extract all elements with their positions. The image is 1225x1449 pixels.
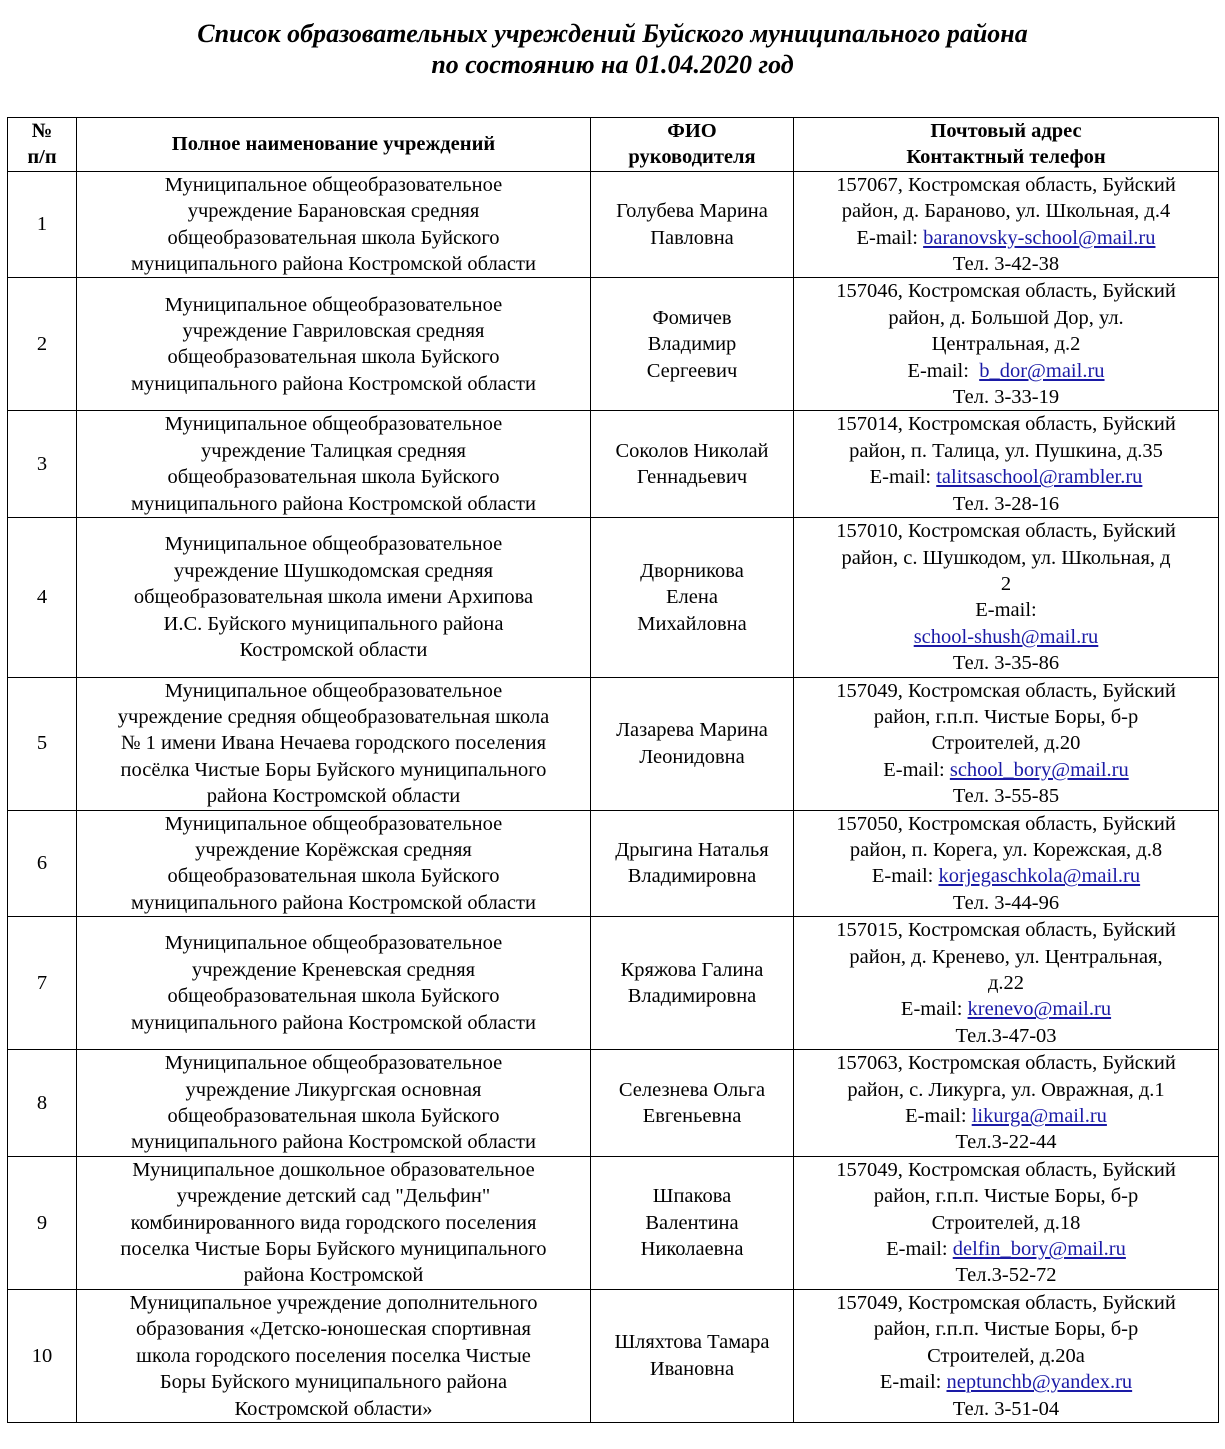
director-cell (591, 171, 794, 278)
institution-name-line: муниципального района Костромской области (131, 891, 536, 914)
institution-name-line: муниципального района Костромской области (131, 253, 536, 276)
director-name-line: Леонидовна (639, 745, 745, 768)
address-cell (794, 278, 1219, 411)
table-row (8, 1289, 1219, 1422)
institution-name-line: Муниципальное общеобразовательное (164, 533, 503, 556)
institution-name-cell (77, 411, 591, 518)
institution-name-line: учреждение Талицкая средняя (201, 439, 466, 462)
row-number-cell (8, 810, 77, 917)
email-line (798, 1236, 1214, 1262)
address-line: 157067, Костромская область, Буйский (836, 173, 1176, 196)
institution-name-line: района Костромской области (206, 785, 461, 808)
table-row (8, 810, 1219, 917)
row-number-cell (8, 518, 77, 677)
director-name-line: Соколов Николай (615, 439, 769, 462)
table-row (8, 171, 1219, 278)
email-link[interactable]: likurga@mail.ru (971, 1105, 1107, 1128)
email-link[interactable]: neptunchb@yandex.ru (946, 1371, 1133, 1394)
institution-name-line: Муниципальное дошкольное образовательное (132, 1158, 535, 1181)
director-name-line: Шпакова (652, 1185, 732, 1208)
email-link[interactable]: baranovsky-school@mail.ru (923, 226, 1156, 249)
address-line: район, д. Кренево, ул. Центральная, (849, 945, 1163, 968)
title-line-1: Список образовательных учреждений Буйского муниципального района (197, 19, 1028, 48)
row-number: 9 (36, 1211, 48, 1234)
director-name-line: Владимировна (627, 985, 757, 1008)
table-row (8, 917, 1219, 1050)
director-name-line: Геннадьевич (636, 466, 748, 489)
address-line: 157049, Костромская область, Буйский (836, 1158, 1176, 1181)
address-cell (794, 1050, 1219, 1157)
phone-line: Тел. 3-28-16 (952, 492, 1060, 515)
address-line: д.22 (987, 972, 1025, 994)
address-line: 157063, Костромская область, Буйский (836, 1052, 1176, 1075)
email-label: E-mail: (871, 865, 939, 888)
director-name-line: Шляхтова Тамара (614, 1331, 770, 1354)
institution-name-line: И.С. Буйского муниципального района (163, 612, 504, 635)
institution-name-cell (77, 518, 591, 677)
header-number-line: № (31, 120, 53, 142)
row-number: 5 (36, 732, 48, 755)
header-address (794, 118, 1219, 172)
email-label: E-mail: (886, 1238, 953, 1261)
institution-name-line: Муниципальное общеобразовательное (164, 679, 503, 702)
institution-name-cell (77, 917, 591, 1050)
institution-name-line: общеобразовательная школа Буйского (167, 466, 500, 489)
phone-line: Тел. 3-33-19 (952, 386, 1060, 409)
email-line (798, 996, 1214, 1022)
row-number-cell (8, 171, 77, 278)
director-name-line: Фомичев (652, 306, 732, 329)
email-line (798, 863, 1214, 889)
director-name-line: Валентина (645, 1211, 739, 1234)
institution-name-line: муниципального района Костромской области (131, 1131, 536, 1154)
institution-name-line: Муниципальное учреждение дополнительного (129, 1291, 538, 1314)
table-body (8, 171, 1219, 1422)
institution-name-line: муниципального района Костромской области (131, 1011, 536, 1034)
institution-name-line: муниципального района Костромской области (131, 492, 536, 515)
institution-name-line: общеобразовательная школа Буйского (167, 865, 500, 888)
address-cell (794, 917, 1219, 1050)
institution-name-line: посёлка Чистые Боры Буйского муниципального (120, 758, 547, 781)
address-line: 157015, Костромская область, Буйский (836, 919, 1176, 942)
address-line: район, г.п.п. Чистые Боры, б-р (873, 705, 1139, 728)
institution-name-line: Муниципальное общеобразовательное (164, 413, 503, 436)
email-link[interactable]: school-shush@mail.ru (913, 625, 1099, 648)
institution-name-line: Костромской области (239, 638, 428, 661)
director-cell (591, 810, 794, 917)
header-name-label: Полное наименование учреждений (171, 133, 496, 156)
address-line: 157050, Костромская область, Буйский (836, 812, 1176, 835)
phone-line: Тел. 3-42-38 (952, 253, 1060, 276)
header-number-line: п/п (27, 146, 57, 169)
row-number-cell (8, 278, 77, 411)
row-number: 1 (36, 213, 48, 236)
institution-name-line: общеобразовательная школа имени Архипова (133, 586, 534, 609)
director-name-line: Елена (666, 586, 718, 609)
address-cell (794, 411, 1219, 518)
address-line: район, д. Большой Дор, ул. (888, 306, 1124, 329)
address-line: район, п. Талица, ул. Пушкина, д.35 (849, 439, 1163, 462)
row-number-cell (8, 1050, 77, 1157)
phone-line: Тел.3-22-44 (955, 1131, 1057, 1154)
director-cell (591, 677, 794, 810)
address-cell (794, 677, 1219, 810)
institution-name-line: комбинированного вида городского поселения (130, 1211, 537, 1234)
table-header-row (8, 118, 1219, 172)
director-name-line: Кряжова Галина (620, 958, 764, 981)
email-line (798, 757, 1214, 783)
institution-name-line: Муниципальное общеобразовательное (164, 812, 503, 835)
address-cell (794, 1156, 1219, 1289)
institution-name-cell (77, 278, 591, 411)
institution-name-line: № 1 имени Ивана Нечаева городского поселения (120, 732, 547, 755)
institution-name-line: учреждение Креневская средняя (191, 958, 476, 981)
email-label: E-mail: (883, 758, 950, 781)
institution-name-line: учреждение Ликургская основная (185, 1078, 482, 1101)
email-line (798, 358, 1214, 384)
director-name-line: Селезнева Ольга (618, 1078, 766, 1101)
director-cell (591, 1050, 794, 1157)
address-line: район, г.п.п. Чистые Боры, б-р (873, 1318, 1139, 1341)
institution-name-line: Костромской области» (234, 1397, 433, 1420)
email-line (798, 624, 1214, 650)
institution-name-cell (77, 171, 591, 278)
address-cell (794, 1289, 1219, 1422)
email-label: E-mail: (856, 226, 924, 249)
header-director (591, 118, 794, 172)
header-director-line: руководителя (628, 146, 756, 169)
row-number: 3 (36, 453, 48, 476)
director-name-line: Михайловна (637, 612, 747, 635)
row-number-cell (8, 917, 77, 1050)
institution-name-line: Муниципальное общеобразовательное (164, 1052, 503, 1075)
institution-name-cell (77, 677, 591, 810)
row-number: 7 (36, 972, 48, 994)
institution-name-line: Муниципальное общеобразовательное (164, 173, 503, 196)
institution-name-line: Муниципальное общеобразовательное (164, 932, 503, 955)
email-line (798, 225, 1214, 251)
email-label: E-mail: (879, 1371, 947, 1394)
header-address-line: Почтовый адрес (930, 120, 1082, 142)
address-line: Строителей, д.20а (927, 1344, 1085, 1367)
row-number: 2 (36, 333, 48, 356)
email-line (798, 1103, 1214, 1129)
institution-name-cell (77, 1156, 591, 1289)
director-cell (591, 518, 794, 677)
email-label: E-mail: (869, 466, 937, 489)
table-row (8, 278, 1219, 411)
institution-name-line: учреждение Гавриловская средняя (182, 320, 485, 343)
address-line: 157049, Костромская область, Буйский (836, 1291, 1176, 1314)
row-number: 6 (36, 852, 48, 875)
header-name (77, 118, 591, 172)
institution-name-line: общеобразовательная школа Буйского (167, 226, 500, 249)
director-cell (591, 917, 794, 1050)
address-line: район, г.п.п. Чистые Боры, б-р (873, 1185, 1139, 1208)
address-line: 157010, Костромская область, Буйский (836, 520, 1176, 543)
table-row (8, 1050, 1219, 1157)
director-name-line: Евгеньевна (642, 1105, 742, 1128)
row-number-cell (8, 1156, 77, 1289)
institution-name-cell (77, 1050, 591, 1157)
institutions-table (7, 117, 1219, 1423)
institution-name-line: муниципального района Костромской области (131, 372, 536, 395)
institution-name-line: Муниципальное общеобразовательное (164, 293, 503, 316)
header-number (8, 118, 77, 172)
director-name-line: Владимировна (627, 865, 757, 888)
row-number: 10 (31, 1344, 53, 1367)
email-link[interactable]: krenevo@mail.ru (967, 998, 1112, 1021)
title-line-2: по состоянию на 01.04.2020 год (431, 50, 794, 79)
institution-name-line: учреждение детский сад "Дельфин" (176, 1185, 491, 1208)
phone-line: Тел.3-47-03 (955, 1024, 1057, 1047)
address-cell (794, 518, 1219, 677)
institution-name-line: учреждение Корёжская средняя (195, 838, 472, 861)
director-cell (591, 1289, 794, 1422)
director-cell (591, 278, 794, 411)
institution-name-line: образования «Детско-юношеская спортивная (136, 1318, 531, 1341)
director-name-line: Голубева Марина (616, 200, 768, 223)
director-name-line: Дворникова (640, 559, 744, 582)
address-line: Строителей, д.20 (931, 732, 1081, 755)
address-line: Строителей, д.18 (931, 1211, 1081, 1234)
phone-line: Тел. 3-44-96 (952, 891, 1060, 914)
email-link[interactable]: b_dor@mail.ru (979, 359, 1105, 382)
institution-name-line: района Костромской (243, 1264, 424, 1287)
director-cell (591, 1156, 794, 1289)
institution-name-line: поселка Чистые Боры Буйского муниципального (120, 1238, 547, 1261)
email-label: E-mail: (905, 1105, 972, 1128)
email-label: E-mail: (975, 599, 1037, 622)
row-number-cell (8, 1289, 77, 1422)
institution-name-line: учреждение Шушкодомская средняя (173, 559, 494, 582)
table-row (8, 518, 1219, 677)
address-line: 157014, Костромская область, Буйский (836, 413, 1176, 436)
phone-line: Тел.3-52-72 (955, 1264, 1057, 1287)
institution-name-line: Боры Буйского муниципального района (159, 1371, 508, 1394)
director-name-line: Павловна (650, 226, 734, 249)
email-link[interactable]: talitsaschool@rambler.ru (936, 466, 1143, 489)
address-cell (794, 171, 1219, 278)
address-cell (794, 810, 1219, 917)
director-name-line: Сергеевич (646, 359, 738, 382)
email-label: E-mail: (907, 359, 980, 382)
phone-line: Тел. 3-55-85 (952, 785, 1060, 808)
row-number: 8 (36, 1091, 48, 1114)
director-cell (591, 411, 794, 518)
address-line: район, с. Шушкодом, ул. Школьная, д (841, 546, 1171, 569)
institution-name-line: общеобразовательная школа Буйского (167, 346, 500, 369)
email-link[interactable]: korjegaschkola@mail.ru (938, 865, 1141, 888)
row-number-cell (8, 677, 77, 810)
table-row (8, 411, 1219, 518)
institution-name-line: общеобразовательная школа Буйского (167, 985, 500, 1008)
address-line: Центральная, д.2 (931, 333, 1081, 356)
institution-name-line: учреждение средняя общеобразовательная школа (117, 705, 550, 728)
phone-line: Тел. 3-51-04 (952, 1397, 1060, 1420)
institution-name-line: школа городского поселения поселка Чистые (136, 1344, 531, 1367)
institution-name-line: учреждение Барановская средняя (187, 200, 480, 223)
institution-name-cell (77, 1289, 591, 1422)
document-title (0, 18, 1225, 80)
director-name-line: Владимир (647, 333, 737, 356)
phone-line: Тел. 3-35-86 (952, 652, 1060, 675)
address-line: 157049, Костромская область, Буйский (836, 679, 1176, 702)
address-line: район, п. Корега, ул. Корежская, д.8 (849, 838, 1163, 861)
table-row (8, 677, 1219, 810)
address-line: район, д. Бараново, ул. Школьная, д.4 (841, 200, 1171, 223)
director-name-line: Николаевна (640, 1238, 744, 1261)
email-link[interactable]: school_bory@mail.ru (949, 758, 1129, 781)
row-number-cell (8, 411, 77, 518)
address-line: 2 (1000, 572, 1012, 595)
director-name-line: Ивановна (649, 1357, 735, 1380)
director-name-line: Дрыгина Наталья (615, 838, 769, 861)
address-line: 157046, Костромская область, Буйский (836, 280, 1176, 303)
email-line (798, 1369, 1214, 1395)
header-director-line: ФИО (667, 120, 717, 142)
table-row (8, 1156, 1219, 1289)
row-number: 4 (36, 586, 48, 609)
email-label: E-mail: (900, 998, 968, 1021)
header-address-line: Контактный телефон (906, 146, 1106, 169)
institution-name-line: общеобразовательная школа Буйского (167, 1105, 500, 1128)
address-line: район, с. Ликурга, ул. Овражная, д.1 (847, 1078, 1165, 1101)
email-link[interactable]: delfin_bory@mail.ru (952, 1238, 1126, 1261)
institution-name-cell (77, 810, 591, 917)
email-line (798, 464, 1214, 490)
director-name-line: Лазарева Марина (616, 719, 768, 742)
